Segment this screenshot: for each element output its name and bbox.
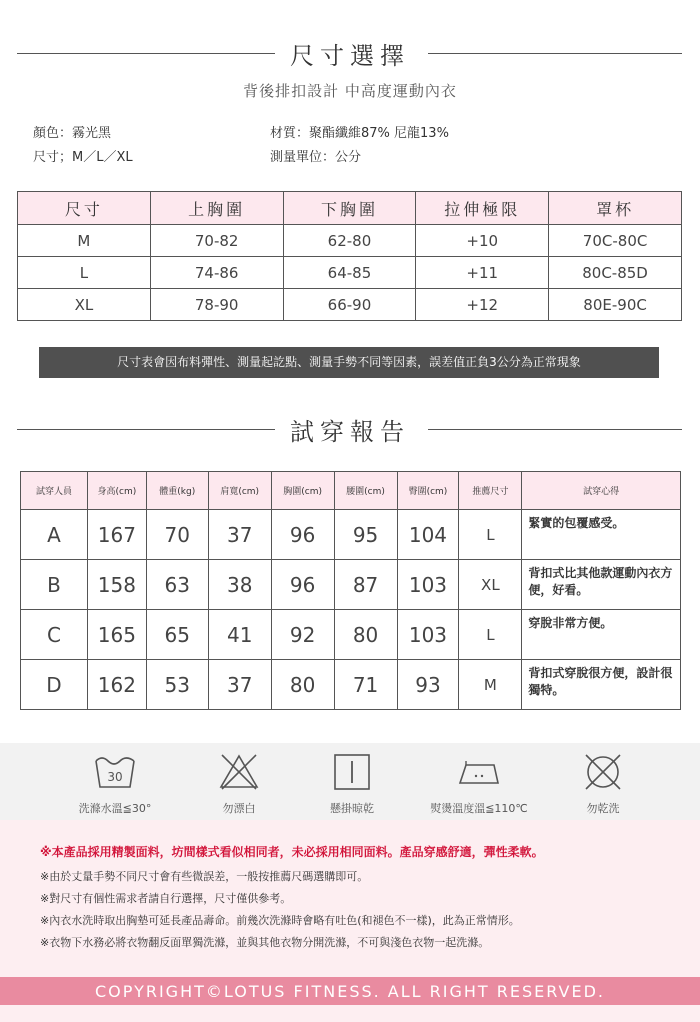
wash-temp-badge: 30 (107, 770, 123, 784)
table-cell: 37 (208, 510, 271, 560)
table-cell: 87 (334, 560, 397, 610)
table-cell: 80 (334, 610, 397, 660)
material-info: 材質：聚酯纖維87% 尼龍13% (270, 126, 449, 141)
table-row (18, 289, 682, 321)
table-cell: 38 (208, 560, 271, 610)
size-notice-banner: 尺寸表會因布料彈性、測量起訖點、測量手勢不同等因素，誤差值正負3公分為正常現象 (39, 347, 659, 378)
table-row (18, 225, 682, 257)
table-cell: 62-80 (283, 225, 416, 257)
table-cell: 162 (87, 660, 146, 710)
care-label: 洗滌水溫≦30° (78, 802, 152, 815)
care-instructions (0, 743, 700, 820)
note-line: ※內衣水洗時取出胸墊可延長產品壽命。前幾次洗滌時會略有吐色(和褪色不一樣)，此為正常情形。 (40, 914, 520, 927)
no-bleach-icon (218, 753, 260, 791)
table-cell: XL (459, 560, 522, 610)
table-cell: 80C-85D (549, 257, 682, 289)
table-cell: 41 (208, 610, 271, 660)
size-table (17, 191, 682, 321)
table-cell: B (21, 560, 88, 610)
section-title-fitting: 試穿報告 (290, 418, 410, 446)
table-header-cell: 尺寸 (18, 192, 151, 225)
hang-dry-icon (333, 753, 371, 791)
fitting-report-table (20, 471, 681, 710)
fitting-comment: 背扣式比其他款運動內衣方便，好看。 (522, 560, 681, 610)
table-cell: 95 (334, 510, 397, 560)
table-cell: D (21, 660, 88, 710)
color-info: 顏色：霧光黑 (33, 126, 112, 141)
table-cell: 103 (397, 610, 459, 660)
table-row (21, 660, 681, 710)
note-line: ※對尺寸有個性需求者請自行選擇，尺寸僅供參考。 (40, 892, 292, 905)
wash-30-icon (94, 753, 136, 791)
fitting-comment: 背扣式穿脫很方便，設計很獨特。 (522, 660, 681, 710)
table-cell: M (18, 225, 151, 257)
table-cell: 70-82 (150, 225, 283, 257)
table-cell: 65 (146, 610, 208, 660)
table-cell: +11 (416, 257, 549, 289)
fitting-comment: 穿脫非常方便。 (522, 610, 681, 660)
table-cell: 64-85 (283, 257, 416, 289)
table-cell: 167 (87, 510, 146, 560)
table-cell: 74-86 (150, 257, 283, 289)
section-title-size: 尺寸選擇 (290, 42, 410, 70)
table-cell: A (21, 510, 88, 560)
table-header-cell: 臀圍(cm) (397, 472, 459, 510)
table-header-cell: 腰圍(cm) (334, 472, 397, 510)
table-row (21, 510, 681, 560)
care-label: 熨燙溫度溫≦110℃ (430, 802, 528, 815)
no-tumble-dry-icon (583, 752, 623, 792)
care-label: 勿漂白 (222, 802, 256, 815)
table-cell: +12 (416, 289, 549, 321)
table-header-cell: 體重(kg) (146, 472, 208, 510)
table-header-cell: 肩寬(cm) (208, 472, 271, 510)
note-line: ※衣物下水務必將衣物翻反面單獨洗滌，並與其他衣物分開洗滌，不可與淺色衣物一起洗滌。 (40, 936, 490, 949)
table-header-cell: 上胸圍 (150, 192, 283, 225)
unit-info: 測量單位：公分 (270, 150, 362, 165)
table-cell: 96 (271, 510, 334, 560)
table-cell: 70 (146, 510, 208, 560)
table-cell: 80 (271, 660, 334, 710)
iron-icon (456, 755, 502, 789)
table-header-cell: 罩杯 (549, 192, 682, 225)
product-subtitle: 背後排扣設計 中高度運動內衣 (243, 82, 457, 100)
care-label: 懸掛晾乾 (330, 802, 374, 815)
copyright-footer: COPYRIGHT©LOTUS FITNESS. ALL RIGHT RESERVED. (0, 977, 700, 1022)
table-cell: 96 (271, 560, 334, 610)
note-line: ※本產品採用精製面料，坊間樣式看似相同者，未必採用相同面料。產品穿感舒適，彈性柔軟。 (40, 845, 544, 859)
table-cell: 70C-80C (549, 225, 682, 257)
table-cell: C (21, 610, 88, 660)
care-label: 勿乾洗 (586, 802, 620, 815)
table-cell: 37 (208, 660, 271, 710)
footer-bottom-bar (0, 1005, 700, 1022)
fitting-comment: 緊實的包覆感受。 (522, 510, 681, 560)
table-cell: M (459, 660, 522, 710)
table-cell: 158 (87, 560, 146, 610)
title-rule-left (17, 429, 275, 430)
title-rule-left (17, 53, 275, 54)
size-table-header (18, 192, 682, 225)
table-cell: 93 (397, 660, 459, 710)
table-cell: 92 (271, 610, 334, 660)
table-row (18, 257, 682, 289)
table-header-cell: 胸圍(cm) (271, 472, 334, 510)
size-info: 尺寸；M／L／XL (33, 150, 133, 165)
table-cell: 80E-90C (549, 289, 682, 321)
table-cell: L (18, 257, 151, 289)
table-header-cell: 下胸圍 (283, 192, 416, 225)
table-cell: +10 (416, 225, 549, 257)
table-header-cell: 拉伸極限 (416, 192, 549, 225)
table-cell: 66-90 (283, 289, 416, 321)
table-cell: 63 (146, 560, 208, 610)
table-row (21, 560, 681, 610)
table-header-cell: 試穿心得 (522, 472, 681, 510)
product-notes (0, 820, 700, 977)
note-line: ※由於丈量手勢不同尺寸會有些微誤差，一般按推薦尺碼選購即可。 (40, 870, 369, 883)
table-cell: L (459, 610, 522, 660)
table-cell: 165 (87, 610, 146, 660)
table-cell: 104 (397, 510, 459, 560)
table-cell: XL (18, 289, 151, 321)
title-rule-right (428, 429, 682, 430)
table-cell: 71 (334, 660, 397, 710)
table-header-cell: 身高(cm) (87, 472, 146, 510)
table-cell: L (459, 510, 522, 560)
table-cell: 78-90 (150, 289, 283, 321)
title-rule-right (428, 53, 682, 54)
table-cell: 53 (146, 660, 208, 710)
table-cell: 103 (397, 560, 459, 610)
table-row (21, 610, 681, 660)
table-header-cell: 試穿人員 (21, 472, 88, 510)
fitting-table-header (21, 472, 681, 510)
table-header-cell: 推薦尺寸 (459, 472, 522, 510)
